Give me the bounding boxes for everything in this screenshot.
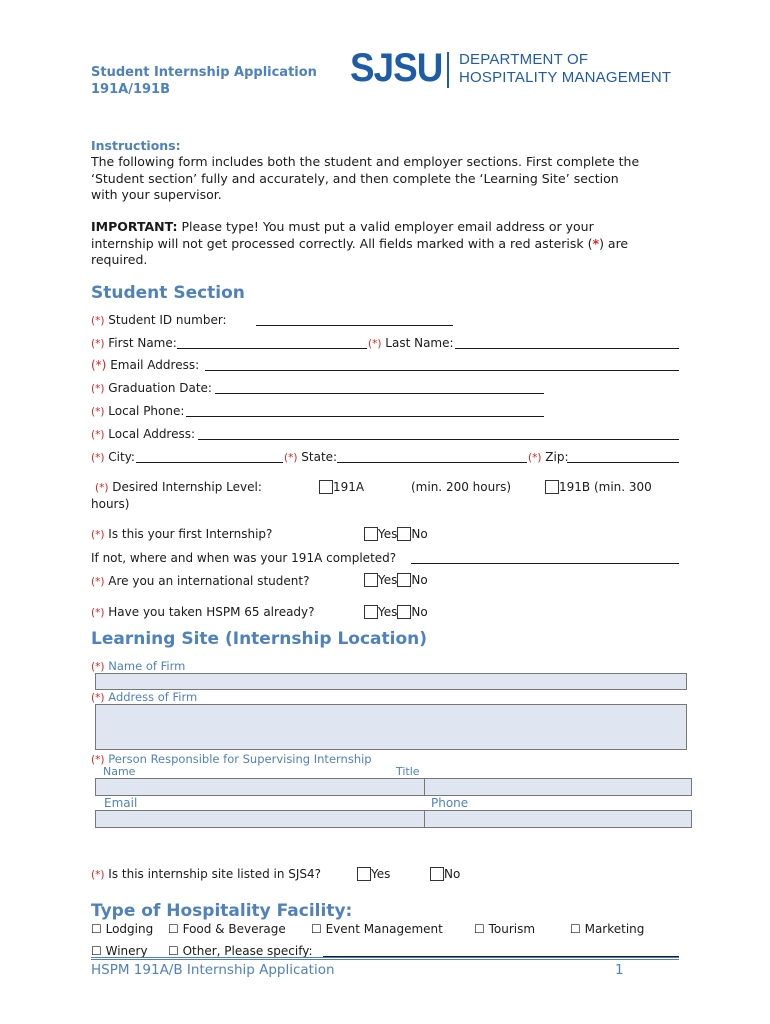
level-label: Desired Internship Level:: [112, 480, 262, 494]
level-191a-label: 191A: [333, 480, 365, 494]
hspm65-row: [91, 604, 315, 621]
required-asterisk: (*): [91, 315, 105, 327]
phone-label: Local Phone:: [108, 404, 185, 418]
address-field[interactable]: [198, 426, 679, 440]
supervisor-name-input[interactable]: [95, 778, 425, 796]
firm-name-label: Name of Firm: [108, 659, 186, 673]
graduation-row: [91, 380, 212, 397]
hspm65-options: [364, 604, 428, 620]
email-label: Email Address:: [110, 358, 200, 372]
required-asterisk: (*): [91, 358, 107, 372]
no-label: No: [444, 867, 461, 881]
supervisor-title-input[interactable]: [424, 778, 692, 796]
footer-text: HSPM 191A/B Internship Application: [91, 962, 335, 978]
red-asterisk-sample: *: [592, 235, 600, 251]
logo-divider: [447, 52, 449, 88]
facility-label: Marketing: [584, 922, 645, 936]
footer-rule: [91, 957, 679, 960]
facility-label: Lodging: [105, 922, 154, 936]
checkbox-icon[interactable]: ☐: [168, 944, 179, 958]
firm-name-input[interactable]: [95, 673, 687, 690]
first-internship-options: [364, 526, 428, 542]
title-line-2: 191A/191B: [91, 82, 170, 97]
firm-address-input[interactable]: [95, 704, 687, 750]
required-asterisk: (*): [91, 692, 105, 704]
sjs4-no-option: [430, 866, 460, 882]
state-label: State:: [301, 450, 338, 464]
important-note: [91, 219, 679, 269]
level-191a-note: (min. 200 hours): [411, 480, 512, 494]
required-asterisk: (*): [91, 754, 105, 766]
supervisor-phone-label: Phone: [431, 796, 469, 810]
dept-line-1: DEPARTMENT OF: [459, 51, 589, 68]
required-asterisk: (*): [91, 452, 105, 464]
facility-option-event-management[interactable]: [311, 921, 443, 937]
checkbox-icon[interactable]: ☐: [168, 922, 179, 936]
first-internship-label: Is this your first Internship?: [108, 527, 273, 541]
important-line-2b: ) are: [599, 235, 629, 251]
facility-option-food-beverage[interactable]: [168, 921, 286, 937]
required-asterisk: (*): [91, 607, 105, 619]
yes-label: Yes: [378, 573, 398, 587]
facility-label: Winery: [105, 944, 148, 958]
previous-191a-field[interactable]: [411, 550, 679, 564]
sjs4-row: [91, 866, 321, 883]
student-id-field[interactable]: [256, 312, 453, 326]
supervisor-label: Person Responsible for Supervising Internship: [108, 752, 372, 766]
hspm65-label: Have you taken HSPM 65 already?: [108, 605, 315, 619]
state-field[interactable]: [337, 449, 527, 463]
yes-label: Yes: [371, 867, 391, 881]
firm-address-label: Address of Firm: [108, 690, 198, 704]
facility-option-lodging[interactable]: [91, 921, 153, 937]
sjsu-logo: SJSU: [350, 46, 443, 90]
required-asterisk: (*): [91, 869, 105, 881]
email-row: [91, 357, 199, 373]
sjs4-yes-option: [357, 866, 390, 882]
checkbox-icon[interactable]: ☐: [311, 922, 322, 936]
address-label: Local Address:: [108, 427, 196, 441]
learning-site-heading: Learning Site (Internship Location): [91, 629, 428, 649]
other-specify-field[interactable]: [323, 943, 679, 957]
zip-field[interactable]: [567, 449, 679, 463]
first-internship-yes-checkbox[interactable]: [364, 527, 378, 541]
facility-label: Other, Please specify:: [182, 944, 313, 958]
required-asterisk: (*): [91, 576, 105, 588]
required-asterisk: (*): [95, 482, 109, 494]
first-name-row: [91, 335, 177, 352]
facility-option-tourism[interactable]: [474, 921, 535, 937]
student-id-row: [91, 312, 227, 329]
level-row: [95, 479, 262, 496]
zip-row: [528, 449, 569, 466]
student-id-label: Student ID number:: [108, 313, 227, 327]
graduation-field[interactable]: [215, 380, 544, 394]
required-asterisk: (*): [91, 383, 105, 395]
facility-label: Food & Beverage: [182, 922, 286, 936]
checkbox-icon[interactable]: ☐: [91, 922, 102, 936]
instructions-line-3: with your supervisor.: [91, 187, 222, 202]
if-not-label: If not, where and when was your 191A completed?: [91, 551, 397, 565]
required-asterisk: (*): [91, 429, 105, 441]
sjs4-yes-checkbox[interactable]: [357, 867, 371, 881]
first-name-label: First Name:: [108, 336, 177, 350]
instructions-text: [91, 154, 679, 204]
international-no-checkbox[interactable]: [397, 573, 411, 587]
level-191b-checkbox[interactable]: [545, 480, 559, 494]
last-name-row: [368, 335, 454, 352]
required-asterisk: (*): [91, 661, 105, 673]
supervisor-email-label: Email: [104, 796, 138, 810]
instructions-line-1: The following form includes both the student and employer sections. First complete the: [91, 154, 640, 169]
supervisor-phone-input[interactable]: [424, 810, 692, 828]
level-191b-option: [545, 479, 652, 495]
international-options: [364, 572, 428, 588]
required-asterisk: (*): [368, 338, 382, 350]
international-label: Are you an international student?: [108, 574, 310, 588]
state-row: [284, 449, 337, 466]
facility-option-marketing[interactable]: [570, 921, 644, 937]
important-line-3: required.: [91, 252, 148, 267]
email-field[interactable]: [205, 357, 679, 371]
sjs4-no-checkbox[interactable]: [430, 867, 444, 881]
title-line-1: Student Internship Application: [91, 65, 317, 80]
zip-label: Zip:: [545, 450, 569, 464]
yes-label: Yes: [378, 527, 398, 541]
international-yes-checkbox[interactable]: [364, 573, 378, 587]
phone-field[interactable]: [186, 403, 544, 417]
city-label: City:: [108, 450, 135, 464]
phone-row: [91, 403, 184, 420]
department-name: [459, 51, 671, 87]
important-line-2a: internship will not get processed correctly. All fields marked with a red asterisk (: [91, 235, 593, 251]
dept-line-2: HOSPITALITY MANAGEMENT: [459, 69, 672, 86]
first-name-field[interactable]: [177, 335, 367, 349]
important-line-1: Please type! You must put a valid employer email address or your: [181, 219, 594, 234]
no-label: No: [411, 605, 428, 619]
city-row: [91, 449, 135, 466]
required-asterisk: (*): [528, 452, 542, 464]
required-asterisk: (*): [284, 452, 298, 464]
document-title: [91, 64, 317, 98]
instructions-line-2: ‘Student section’ fully and accurately, and then complete the ‘Learning Site’ section: [91, 170, 619, 186]
required-asterisk: (*): [91, 338, 105, 350]
level-191b-continued: hours): [91, 497, 130, 511]
required-asterisk: (*): [91, 406, 105, 418]
level-191a-option: [319, 479, 364, 495]
supervisor-title-label: Title: [396, 765, 420, 778]
hspm65-yes-checkbox[interactable]: [364, 605, 378, 619]
international-row: [91, 573, 309, 590]
checkbox-icon[interactable]: ☐: [474, 922, 485, 936]
page-number: 1: [615, 962, 624, 978]
level-191a-checkbox[interactable]: [319, 480, 333, 494]
checkbox-icon[interactable]: ☐: [91, 944, 102, 958]
facility-label: Tourism: [488, 922, 536, 936]
last-name-field[interactable]: [455, 335, 679, 349]
required-asterisk: (*): [91, 529, 105, 541]
sjs4-label: Is this internship site listed in SJS4?: [108, 867, 322, 881]
facility-label: Event Management: [325, 922, 443, 936]
no-label: No: [411, 573, 428, 587]
no-label: No: [411, 527, 428, 541]
graduation-label: Graduation Date:: [108, 381, 212, 395]
first-internship-row: [91, 526, 272, 543]
hspm65-no-checkbox[interactable]: [397, 605, 411, 619]
yes-label: Yes: [378, 605, 398, 619]
address-row: [91, 426, 195, 443]
first-internship-no-checkbox[interactable]: [397, 527, 411, 541]
student-section-heading: Student Section: [91, 283, 245, 303]
important-label: IMPORTANT:: [91, 219, 178, 234]
city-field[interactable]: [136, 449, 283, 463]
instructions-heading: Instructions:: [91, 138, 181, 153]
facility-heading: Type of Hospitality Facility:: [91, 901, 353, 921]
level-191b-label: 191B (min. 300: [559, 480, 652, 494]
checkbox-icon[interactable]: ☐: [570, 922, 581, 936]
last-name-label: Last Name:: [385, 336, 454, 350]
supervisor-name-label: Name: [103, 765, 136, 778]
supervisor-email-input[interactable]: [95, 810, 425, 828]
